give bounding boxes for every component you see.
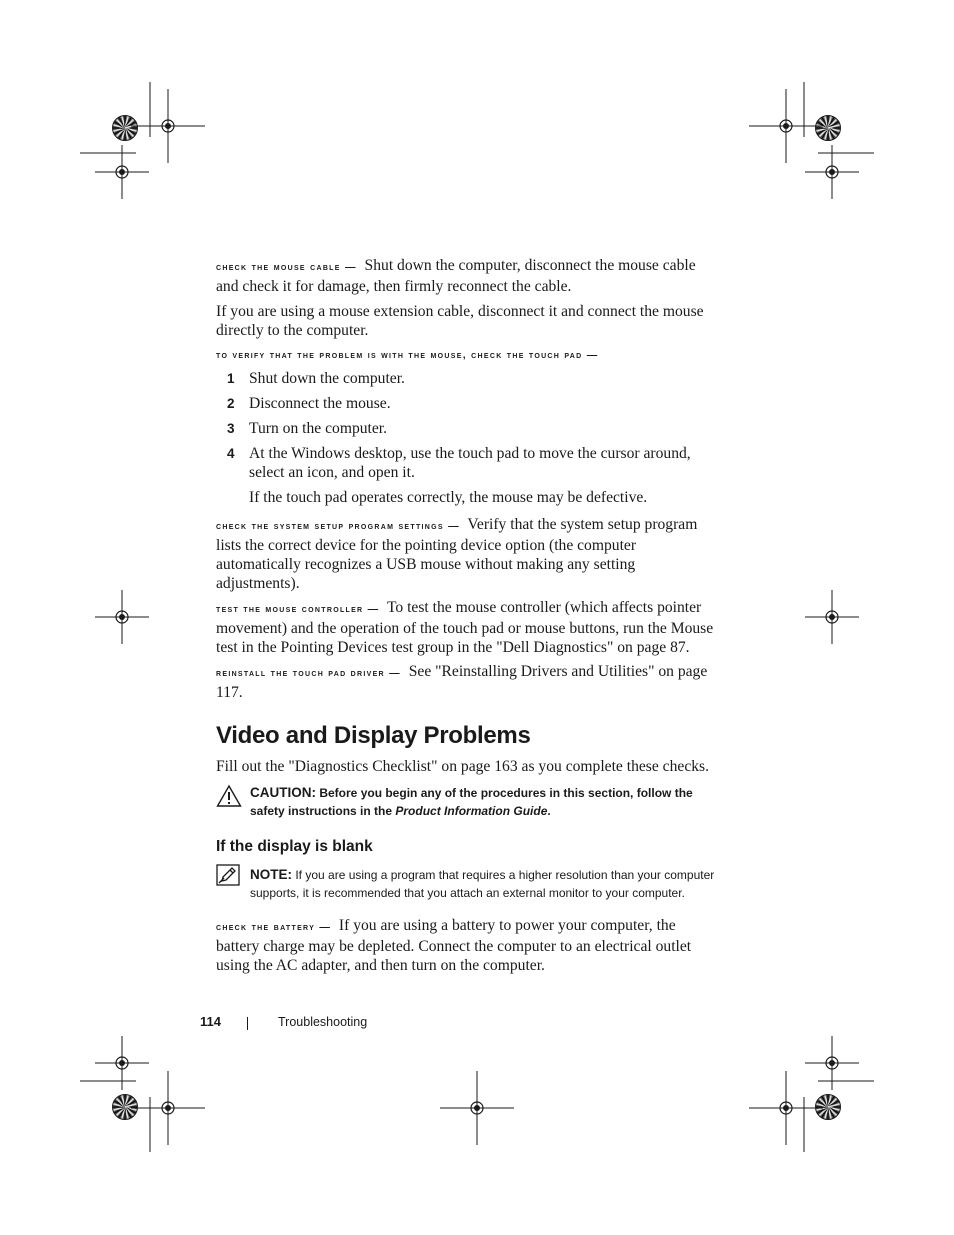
- registration-target-dot: [119, 169, 125, 175]
- verify-heading-para: [216, 344, 716, 365]
- registration-target-dot: [829, 614, 835, 620]
- product-guide-title: Product Information Guide: [395, 803, 548, 818]
- mouse-cable-text: Shut down the computer, disconnect the mouse cable and check it for damage, then firmly reconnect the cable.: [216, 257, 696, 295]
- step-text: Turn on the computer.: [249, 420, 388, 437]
- step-text: Disconnect the mouse.: [249, 395, 391, 412]
- reinstall-heading: reinstall the touch pad driver —: [216, 667, 401, 679]
- registration-target-dot: [829, 169, 835, 175]
- page-number: 114: [200, 1014, 221, 1029]
- list-item: [216, 394, 716, 413]
- step-number: 4: [227, 446, 235, 461]
- registration-target-dot: [783, 1105, 789, 1111]
- pointing-devices-term: Pointing Devices: [280, 639, 388, 656]
- note-label: NOTE:: [250, 867, 292, 882]
- list-item: [216, 444, 716, 482]
- registration-target-dot: [165, 123, 171, 129]
- step-text: At the Windows desktop, use the touch pad to move the cursor around, select an icon, and open it.: [249, 445, 691, 481]
- registration-target-dot: [829, 1060, 835, 1066]
- battery-text: If you are using a battery to power your computer, the battery charge may be depleted. Connect the computer to an electrical outlet using the AC adapter, and then turn on the computer.: [216, 917, 692, 974]
- registration-target-dot: [119, 614, 125, 620]
- reinstall-para: [216, 662, 716, 702]
- pencil-note-icon: [216, 864, 240, 892]
- registration-target-dot: [474, 1105, 480, 1111]
- controller-text-end: test group in the "Dell Diagnostics" on page 87.: [391, 639, 690, 656]
- controller-text: To test the mouse controller (which affects pointer movement) and the operation of the touch pad or mouse buttons, run the Mouse test in the: [216, 599, 714, 656]
- battery-para: [216, 916, 716, 975]
- steps-list: [216, 369, 716, 482]
- step-text: Shut down the computer.: [249, 370, 405, 387]
- subsection-title: If the display is blank: [216, 838, 373, 855]
- reinstall-text: See "Reinstalling Drivers and Utilities" on page 117.: [216, 663, 708, 701]
- step-number: 2: [227, 396, 235, 411]
- registration-target-dot: [165, 1105, 171, 1111]
- step-number: 1: [227, 371, 235, 386]
- setup-heading: check the system setup program settings —: [216, 520, 460, 532]
- footer-divider: [247, 1017, 248, 1030]
- note-text: If you are using a program that requires a higher resolution than your computer supports, it is recommended that you attach an external monitor to your computer.: [250, 868, 715, 900]
- setup-text: Verify that the system setup program lists the correct device for the pointing device option (the computer automatically recognizes a USB mouse without making any setting adjustments).: [216, 516, 698, 592]
- caution-end: .: [547, 803, 551, 818]
- warning-triangle-icon: [216, 784, 242, 814]
- note-notice: [216, 866, 716, 902]
- verify-heading: to verify that the problem is with the mouse, check the touch pad —: [216, 349, 599, 361]
- caution-text: Before you begin any of the procedures in this section, follow the safety instructions in the: [250, 786, 693, 818]
- page-footer: [200, 1014, 368, 1029]
- controller-heading: test the mouse controller —: [216, 603, 380, 615]
- battery-heading: check the battery —: [216, 921, 332, 933]
- caution-notice: [216, 784, 716, 820]
- intro-para: Fill out the "Diagnostics Checklist" on page 163 as you complete these checks.: [216, 758, 710, 775]
- caution-label: CAUTION:: [250, 785, 316, 800]
- list-item: [216, 369, 716, 388]
- list-item: [216, 419, 716, 438]
- extension-para: If you are using a mouse extension cable, disconnect it and connect the mouse directly to the computer.: [216, 303, 704, 339]
- footer-section-name: Troubleshooting: [278, 1015, 368, 1029]
- step-number: 3: [227, 421, 235, 436]
- controller-para: [216, 598, 716, 657]
- step-note: If the touch pad operates correctly, the mouse may be defective.: [249, 489, 648, 506]
- registration-target-dot: [783, 123, 789, 129]
- registration-target-dot: [119, 1060, 125, 1066]
- page-content: [216, 256, 716, 975]
- mouse-cable-heading: check the mouse cable —: [216, 261, 357, 273]
- setup-para: [216, 515, 716, 593]
- mouse-cable-para: [216, 256, 716, 296]
- section-title: Video and Display Problems: [216, 722, 531, 749]
